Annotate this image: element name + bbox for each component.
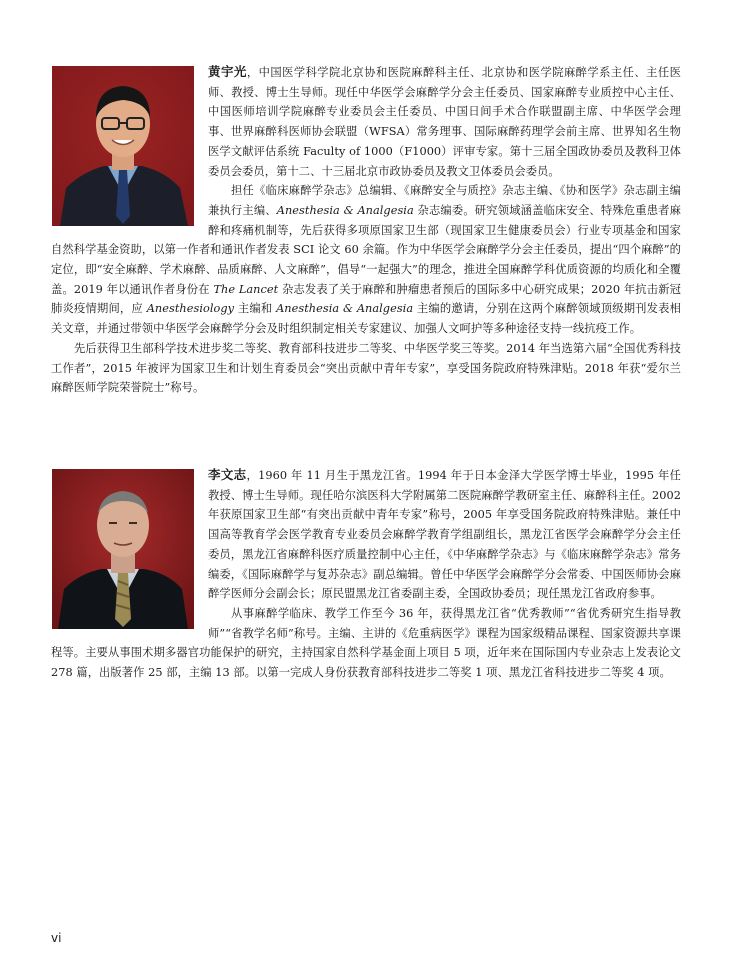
bio-paragraph: 黄宇光，中国医学科学院北京协和医院麻醉科主任、北京协和医学院麻醉学系主任、主任医师、教授、博士生导师。现任中华医学会麻醉学分会主任委员、国家麻醉专业质控中心主任、中国医师培训学院麻醉专业委员会主任委员、中国日间手术合作联盟副主席、中华医学会理事、世界麻醉科医师协会联盟（WFSA）常务理事、国际麻醉药理学会前主席、世界知名生物医学文献评估系统 Faculty of 1000（F1000）评审专家。第十三届全国政协委员及教科卫体委员会委员，第十二、十三届北京市政协委员及教文卫体委员会委员。 bbox=[208, 64, 681, 178]
journal-title: Anesthesia & Analgesia bbox=[276, 203, 414, 217]
journal-title: Anesthesia & Analgesia bbox=[276, 302, 414, 316]
page-number: vi bbox=[51, 931, 62, 945]
person-name: 李文志 bbox=[208, 467, 247, 482]
portrait-photo-li bbox=[52, 469, 194, 629]
journal-title: The Lancet bbox=[213, 282, 279, 296]
bio-paragraph: 先后获得卫生部科学技术进步奖二等奖、教育部科技进步二等奖、中华医学奖三等奖。2014 年当选第六届“全国优秀科技工作者”，2015 年被评为国家卫生和计划生育委员会“突出贡献中青年专家”，享受国务院政府特殊津贴。2018 年获“爱尔兰麻醉医师学院荣誉院士”称号。 bbox=[51, 341, 681, 395]
biography-li-wenzhi bbox=[51, 465, 681, 683]
bio-paragraph: 担任《临床麻醉学杂志》总编辑、《麻醉安全与质控》杂志主编、《协和医学》杂志副主编兼执行主编、Anesthesia & Analgesia 杂志编委。研究领域涵盖临床安全、特殊危重患者麻醉和疼痛机制等，先后获得多项原国家卫生部（现国家卫生健康委员会）行业专项基金和国家自然科学基金资助，以第一作者和通讯作者发表 SCI 论文 60 余篇。作为中华医学会麻醉学分会主任委员，提出“四个麻醉”的定位，即“安全麻醉、学术麻醉、品质麻醉、人文麻醉”，倡导“一起强大”的理念，推进全国麻醉学科优质资源的均质化和全覆盖。2019 年以通讯作者身份在 The Lancet 杂志发表了关于麻醉和肿瘤患者预后的国际多中心研究成果；2020 年抗击新冠肺炎疫情期间，应 Anesthesiology 主编和 Anesthesia & Analgesia 主编的邀请，分别在这两个麻醉领域顶级期刊发表相关文章，并通过带领中华医学会麻醉学分会及时组织制定相关专家建议、加强人文呵护等多种途径支持一线抗疫工作。 bbox=[51, 184, 681, 336]
person-name: 黄宇光 bbox=[208, 64, 247, 79]
biography-huang-yuguang bbox=[51, 62, 681, 398]
journal-title: Anesthesiology bbox=[146, 302, 235, 316]
bio-paragraph: 李文志，1960 年 11 月生于黑龙江省。1994 年于日本金泽大学医学博士毕业，1995 年任教授、博士生导师。现任哈尔滨医科大学附属第二医院麻醉学教研室主任、麻醉科主任。2002 年获原国家卫生部“有突出贡献中青年专家”称号，2005 年享受国务院政府特殊津贴。兼任中国高等教育学会医学教育专业委员会麻醉学教育学组副组长，黑龙江省医学会麻醉学分会主任委员，黑龙江省麻醉科医疗质量控制中心主任，《中华麻醉学杂志》与《临床麻醉学杂志》常务编委，《国际麻醉学与复苏杂志》副总编辑。曾任中华医学会麻醉学分会常委、中国医师协会麻醉学医师分会副会长；原民盟黑龙江省委副主委，全国政协委员；现任黑龙江省政府参事。 bbox=[208, 467, 681, 601]
bio-paragraph: 从事麻醉学临床、教学工作至今 36 年，获得黑龙江省“优秀教师”“省优秀研究生指导教师”“省教学名师”称号。主编、主讲的《危重病医学》课程为国家级精品课程、国家资源共享课程等。主要从事围术期多器官功能保护的研究，主持国家自然科学基金面上项目 5 项，近年来在国际国内专业杂志上发表论文 278 篇，出版著作 25 部，主编 13 部。以第一完成人身份获教育部科技进步二等奖 1 项、黑龙江省科技进步二等奖 4 项。 bbox=[51, 606, 681, 680]
portrait-photo-huang bbox=[52, 66, 194, 226]
